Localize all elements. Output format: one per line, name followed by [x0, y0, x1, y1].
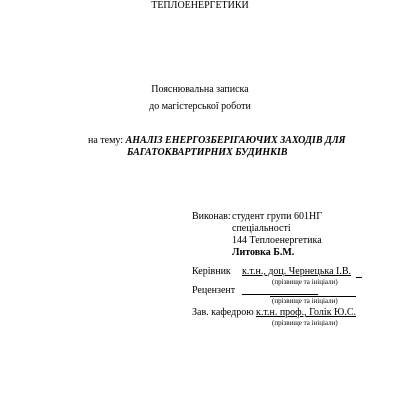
reviewer-label: Рецензент	[192, 285, 236, 296]
note-title: Пояснювальна записка	[151, 84, 249, 95]
supervisor-label: Керівник	[192, 266, 231, 277]
note-subtitle: до магістерської роботи	[149, 101, 251, 112]
reviewer-caption: (прізвище та ініціали)	[272, 297, 338, 305]
topic-line-1	[88, 135, 346, 147]
topic-title-part-1: АНАЛІЗ ЕНЕРГОЗБЕРІГАЮЧИХ ЗАХОДІВ ДЛЯ	[125, 135, 346, 146]
head-of-dept-label: Зав. кафедрою	[192, 307, 254, 318]
supervisor-underline	[356, 277, 362, 278]
head-of-dept-caption: (прізвище та ініціали)	[272, 319, 338, 327]
topic-title-part-2: БАГАТОКВАРТИРНИХ БУДИНКІВ	[127, 147, 288, 158]
executor-specialty-label: спеціальності	[232, 223, 291, 234]
reviewer-line-1	[242, 294, 318, 295]
executor-specialty: 144 Теплоенергетика	[232, 235, 322, 246]
executor-name: Литовка Б.М.	[232, 247, 295, 258]
department-heading: ТЕПЛОЕНЕРГЕТИКИ	[151, 0, 249, 11]
executor-label: Виконав:	[192, 211, 231, 222]
supervisor-caption: (прізвище та ініціали)	[272, 278, 338, 286]
executor-group: студент групи 601НГ	[232, 211, 322, 222]
head-of-dept-value: к.т.н. проф., Голік Ю.С.	[256, 307, 357, 318]
topic-prefix: на тему:	[88, 135, 124, 146]
supervisor-value: к.т.н., доц. Чернецька І.В.	[242, 266, 352, 277]
